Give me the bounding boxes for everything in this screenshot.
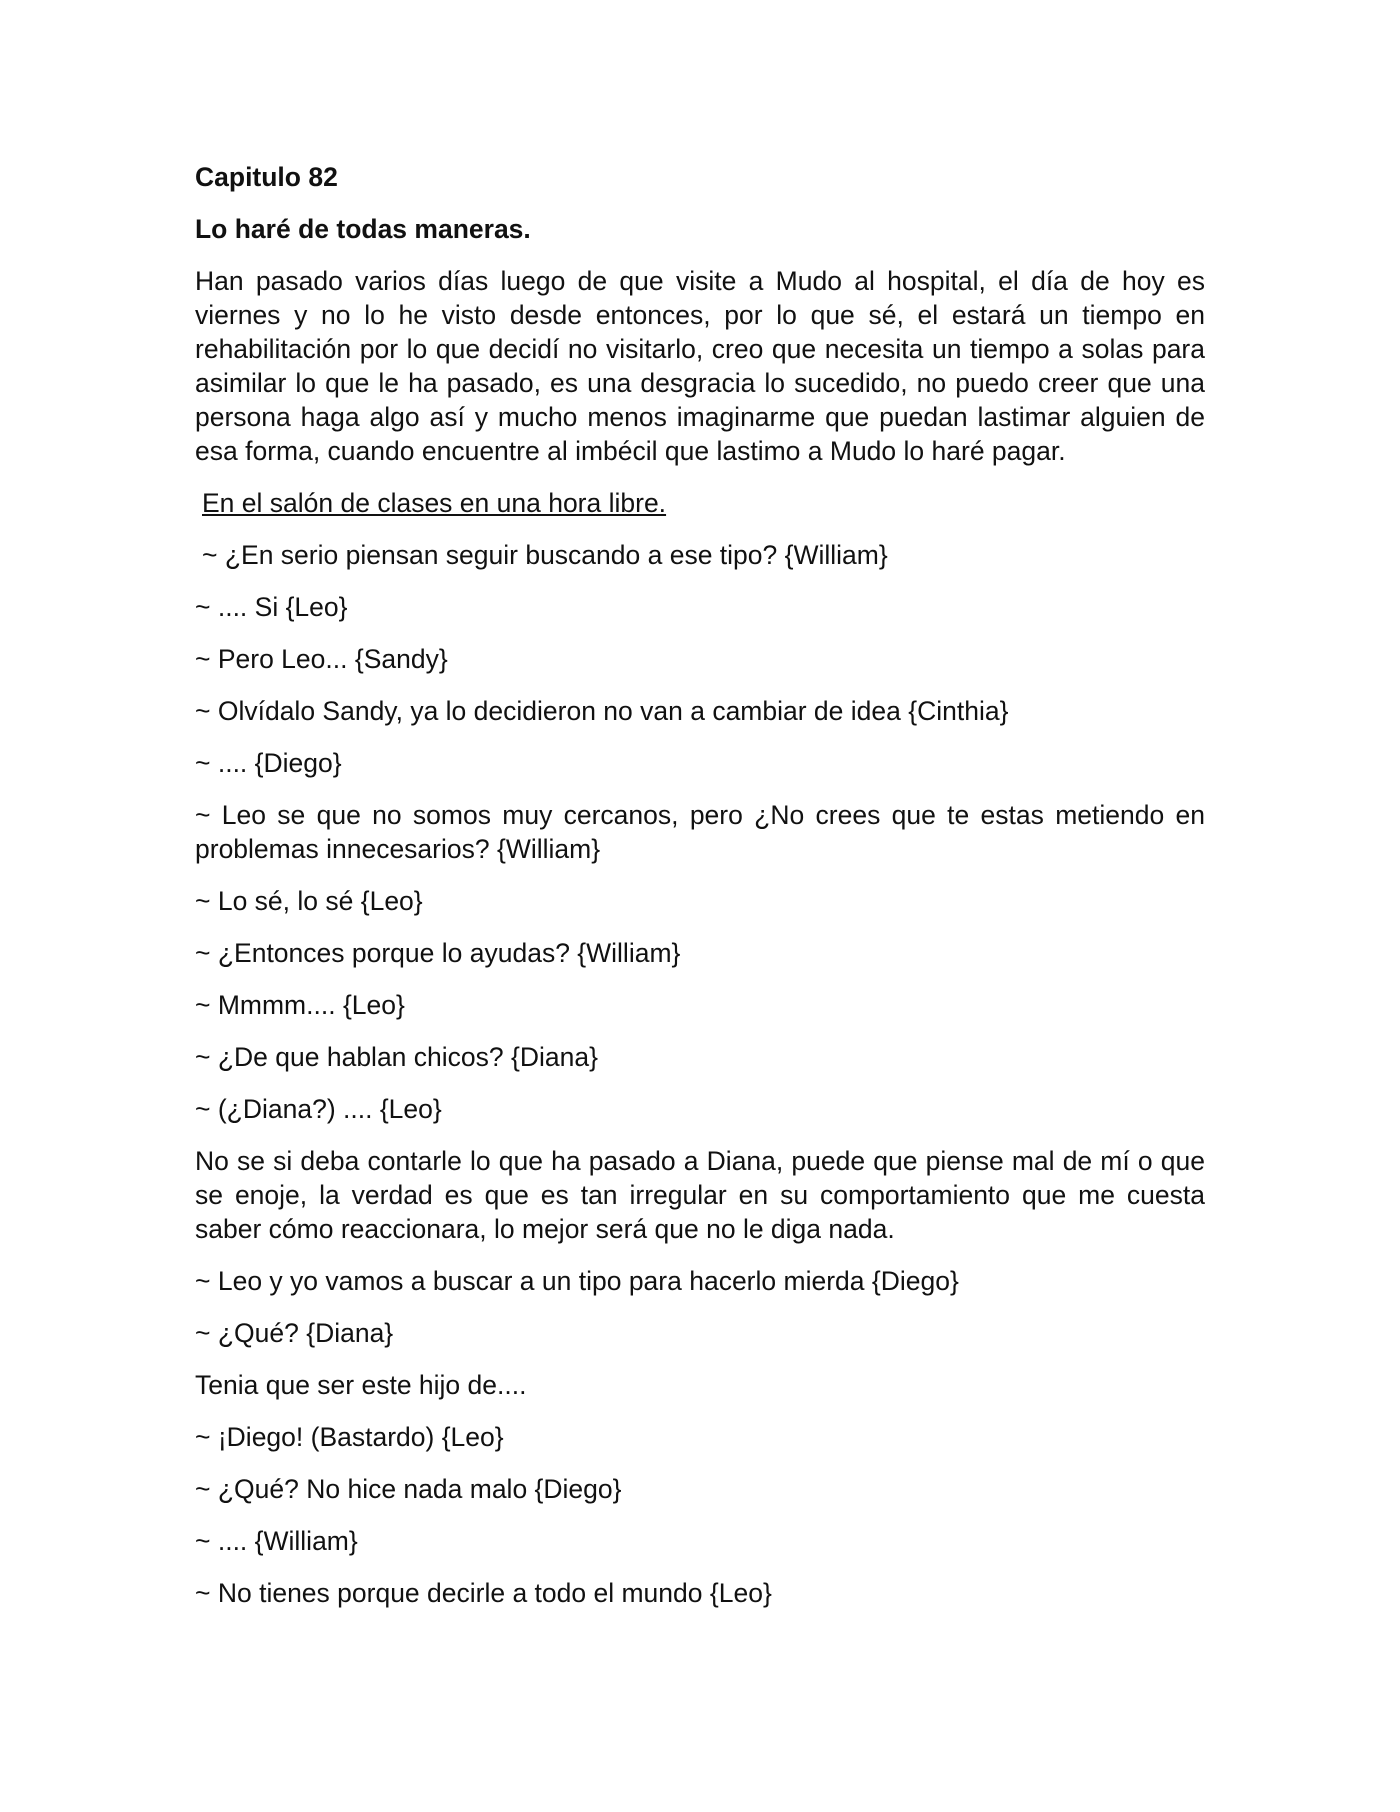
dialogue-line: ~ ¿En serio piensan seguir buscando a ese tipo? {William} (202, 540, 888, 570)
dialogue-line: ~ Mmmm.... {Leo} (195, 990, 405, 1020)
dialogue-line: ~ .... Si {Leo} (195, 592, 348, 622)
scene-heading: En el salón de clases en una hora libre. (202, 488, 667, 518)
dialogue-line: ~ Lo sé, lo sé {Leo} (195, 886, 423, 916)
dialogue-line: ~ ¿Entonces porque lo ayudas? {William} (195, 938, 681, 968)
narration-paragraph: Han pasado varios días luego de que visite a Mudo al hospital, el día de hoy es viernes y no lo he visto desde entonces, por lo que sé, el estará un tiempo en rehabilitación por lo que decidí no visitarlo, creo que necesita un tiempo a solas para asimilar lo que le ha pasado, es una desgracia lo sucedido, no puedo creer que una persona haga algo así y mucho menos imaginarme que puedan lastimar alguien de esa forma, cuando encuentre al imbécil que lastimo a Mudo lo haré pagar. (195, 266, 1205, 466)
narration-line: Tenia que ser este hijo de.... (195, 1370, 527, 1400)
dialogue-line: ~ ¡Diego! (Bastardo) {Leo} (195, 1422, 504, 1452)
chapter-subtitle: Lo haré de todas maneras. (195, 214, 531, 244)
dialogue-line: ~ ¿De que hablan chicos? {Diana} (195, 1042, 598, 1072)
dialogue-line: ~ No tienes porque decirle a todo el mundo {Leo} (195, 1578, 772, 1608)
dialogue-line: ~ Leo se que no somos muy cercanos, pero ¿No crees que te estas metiendo en problemas innecesarios? {William} (195, 800, 1205, 864)
dialogue-line: ~ ¿Qué? No hice nada malo {Diego} (195, 1474, 622, 1504)
narration-paragraph: No se si deba contarle lo que ha pasado a Diana, puede que piense mal de mí o que se enoje, la verdad es que es tan irregular en su comportamiento que me cuesta saber cómo reaccionara, lo mejor será que no le diga nada. (195, 1146, 1205, 1244)
dialogue-line: ~ (¿Diana?) .... {Leo} (195, 1094, 442, 1124)
dialogue-line: ~ ¿Qué? {Diana} (195, 1318, 394, 1348)
chapter-title: Capitulo 82 (195, 162, 338, 192)
dialogue-line: ~ Leo y yo vamos a buscar a un tipo para hacerlo mierda {Diego} (195, 1266, 959, 1296)
dialogue-line: ~ Pero Leo... {Sandy} (195, 644, 448, 674)
document-page (195, 160, 1205, 1628)
dialogue-line: ~ Olvídalo Sandy, ya lo decidieron no van a cambiar de idea {Cinthia} (195, 696, 1009, 726)
dialogue-line: ~ .... {Diego} (195, 748, 342, 778)
dialogue-line: ~ .... {William} (195, 1526, 358, 1556)
